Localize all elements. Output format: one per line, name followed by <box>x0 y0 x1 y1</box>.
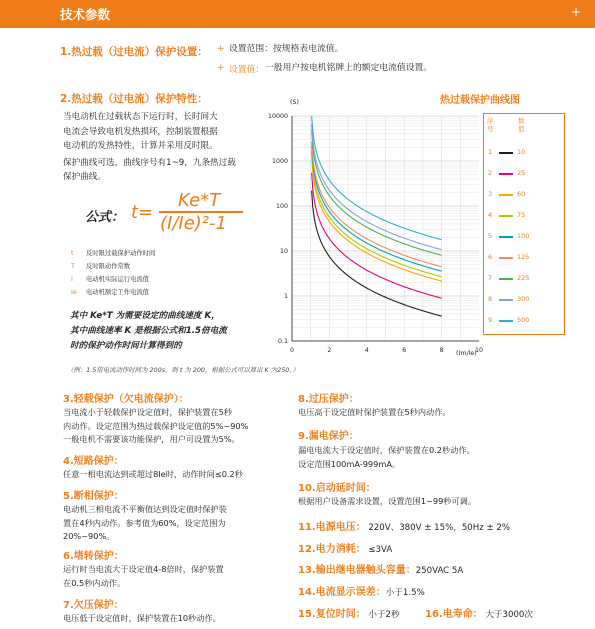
left-section-heading: 6.堵转保护： <box>63 551 124 562</box>
legend-value: 100 <box>517 232 530 240</box>
left-section-line: 20%~90%。 <box>63 531 115 541</box>
chart-x-tick-label: 0 <box>289 347 295 354</box>
formula-denominator: (I/Ie)²-1 <box>160 213 227 234</box>
legend-row <box>488 190 558 202</box>
left-section-line: 在0.5秒内动作。 <box>63 577 126 588</box>
chart-x-tick-label: 2 <box>327 347 332 354</box>
chart-series-line <box>312 116 442 240</box>
spec-supply-voltage: 11.电源电压： 220V、380V ± 15%，50Hz ± 2% <box>298 522 511 533</box>
chart-series-line <box>312 173 442 298</box>
leakage-text: 漏电电流大于设定值时，保护装置在0.2秒动作。 <box>298 445 475 455</box>
chart-y-tick-label: 1 <box>283 293 288 301</box>
overload-marker-2: + <box>217 63 225 73</box>
overload-heading: 1.热过载（过电流）保护设置： <box>60 46 208 58</box>
left-section-heading: 5.断相保护： <box>63 491 124 502</box>
chart-x-tick-label: 4 <box>364 347 369 354</box>
symbol-legend-row: T 反时限动作常数 <box>71 263 131 270</box>
formula-label: 公式： <box>85 210 125 225</box>
delay-text: 根据用户设备需求设置，设置范围1~99秒可调。 <box>298 496 477 506</box>
legend-row <box>488 169 558 181</box>
chart-xlabel: (Im/Ie) <box>456 350 477 357</box>
left-section-line: 电动机三相电流不平衡值达到设定值时保护装 <box>63 504 227 514</box>
legend-swatch <box>499 173 513 175</box>
legend-swatch <box>499 152 513 154</box>
thermal-line: 保护曲线可选，曲线序号有1~9，九条热过载 <box>63 157 236 168</box>
legend-seq: 5 <box>488 232 493 240</box>
legend-row <box>488 148 558 160</box>
formula-note <box>70 309 227 354</box>
left-section-line: 内动作。设定范围为热过载保护设定值的5%~90% <box>63 420 249 431</box>
legend-row <box>488 253 558 265</box>
chart-y-tick-label: 100 <box>275 203 288 211</box>
legend-header-seq: 序号 <box>487 117 494 133</box>
legend-swatch <box>499 236 513 238</box>
legend-swatch <box>499 299 513 301</box>
left-section-line: 电压低于设定值时，保护装置在10秒动作。 <box>63 613 221 623</box>
chart-y-tick-label: 10000 <box>267 113 288 121</box>
chart-series-line <box>312 124 442 249</box>
spec-electrical-life: 16.电寿命： 大于3000次 <box>425 609 533 620</box>
left-section-heading: 7.欠压保护： <box>63 600 124 611</box>
formula-numerator: Ke*T <box>178 190 221 211</box>
overload-setting-label: 设置值： <box>229 65 265 75</box>
legend-row <box>488 232 558 244</box>
spec-display-error: 14.电流显示误差：小于1.5% <box>298 587 425 598</box>
overload-marker-1: + <box>217 44 225 54</box>
legend-row <box>488 274 558 286</box>
formula-example: （例：1.5倍电流动作时间为 200s，则 t 为 200，根据公式可以算出 K 为250。） <box>67 366 299 374</box>
overvoltage-text: 电压高于设定值时保护装置在5秒内动作。 <box>298 407 451 417</box>
symbol-legend-row: t 反时限过载保护动作时间 <box>71 250 156 257</box>
left-section-line: 一般电机不需要该功能保护，用户可设置为5%。 <box>63 434 240 444</box>
legend-seq: 4 <box>488 211 493 219</box>
legend-swatch <box>499 320 513 322</box>
chart-y-tick-label: 1000 <box>271 158 288 166</box>
spec-power-consumption: 12.电力消耗： ≤3VA <box>298 544 393 555</box>
legend-row <box>488 295 558 307</box>
chart-x-tick-label: 10 <box>474 347 484 354</box>
legend-seq: 7 <box>488 274 493 282</box>
legend-swatch <box>499 194 513 196</box>
header-bar <box>0 0 595 28</box>
thermal-line: 电流会导致电机发热损坏，控制装置根据 <box>63 126 218 137</box>
delay-heading: 10.启动延时间： <box>298 483 376 494</box>
thermal-heading: 2.热过载（过电流）保护特性： <box>60 93 208 105</box>
overload-setting-text: 一般用户按电机铭牌上的额定电流值设置。 <box>265 63 433 73</box>
left-section-line: 运行时当电流大于设定值4-8倍时，保护装置 <box>63 564 224 574</box>
formula-note-line: 时的保护动作时间计算得到的 <box>70 341 182 351</box>
formula-lhs: t= <box>131 202 154 223</box>
legend-seq: 9 <box>488 316 493 324</box>
overload-range: 设置范围：按规格表电流值。 <box>229 44 344 54</box>
legend-header-num: 数值 <box>518 117 525 133</box>
formula-note-line: 其中曲线速率 K 是根据公式和1.5倍电流 <box>70 326 227 336</box>
legend-seq: 8 <box>488 295 493 303</box>
legend-value: 225 <box>517 274 530 282</box>
chart-y-tick-label: 10 <box>279 248 288 256</box>
formula-note-line: 其中 Ke*T 为需要设定的曲线速度 K， <box>70 311 220 321</box>
legend-seq: 3 <box>488 190 493 198</box>
chart-title: 热过载保护曲线图 <box>440 95 520 106</box>
chart-x-tick-label: 6 <box>402 347 407 354</box>
header-title: 技术参数 <box>60 7 111 22</box>
left-section-heading: 4.短路保护： <box>63 456 124 467</box>
chart-y-tick-label: 0.1 <box>277 338 288 346</box>
left-section-heading: 3.轻载保护（欠电流保护）： <box>63 394 189 405</box>
legend-value: 25 <box>517 169 526 177</box>
left-section-line: 任意一相电流达到或超过8Ie时，动作时间≤0.2秒 <box>63 469 243 479</box>
legend-swatch <box>499 257 513 259</box>
thermal-line: 保护曲线。 <box>63 172 106 182</box>
leakage-heading: 9.漏电保护： <box>298 431 359 442</box>
spec-relay-capacity: 13.输出继电器触头容量：250VAC 5A <box>298 565 464 576</box>
legend-row <box>488 316 558 328</box>
symbol-legend <box>71 248 155 300</box>
header-plus-icon: + <box>570 5 581 19</box>
legend-value: 10 <box>517 148 526 156</box>
legend-seq: 2 <box>488 169 493 177</box>
symbol-legend-row: Ie 电动机额定工作电流值 <box>71 289 149 296</box>
legend-value: 300 <box>517 295 530 303</box>
leakage-text: 设定范围100mA-999mA。 <box>298 459 401 469</box>
legend-row <box>488 211 558 223</box>
left-section-line: 当电流小于轻载保护设定值时，保护装置在5秒 <box>63 407 232 417</box>
legend-swatch <box>499 215 513 217</box>
left-section-line: 置在4秒内动作。参考值为60%，设定范围为 <box>63 517 226 528</box>
thermal-line: 电动机的发热特性，计算并采用反时限。 <box>63 141 218 151</box>
legend-seq: 1 <box>488 148 493 156</box>
legend-value: 500 <box>517 316 530 324</box>
legend-value: 125 <box>517 253 530 261</box>
legend-swatch <box>499 278 513 280</box>
symbol-legend-row: I 电动机实际运行电流值 <box>71 276 149 283</box>
legend-value: 60 <box>517 190 526 198</box>
legend-value: 75 <box>517 211 526 219</box>
chart-x-tick-label: 8 <box>439 347 444 354</box>
thermal-paragraph <box>63 110 278 185</box>
chart-ylabel: (S) <box>290 99 299 106</box>
legend-seq: 6 <box>488 253 493 261</box>
thermal-line: 当电动机在过载状态下运行时，长时间大 <box>63 112 218 122</box>
overvoltage-heading: 8.过压保护： <box>298 394 359 405</box>
spec-reset-time: 15.复位时间： 小于2秒 <box>298 609 400 620</box>
chart-series-line <box>312 146 442 271</box>
